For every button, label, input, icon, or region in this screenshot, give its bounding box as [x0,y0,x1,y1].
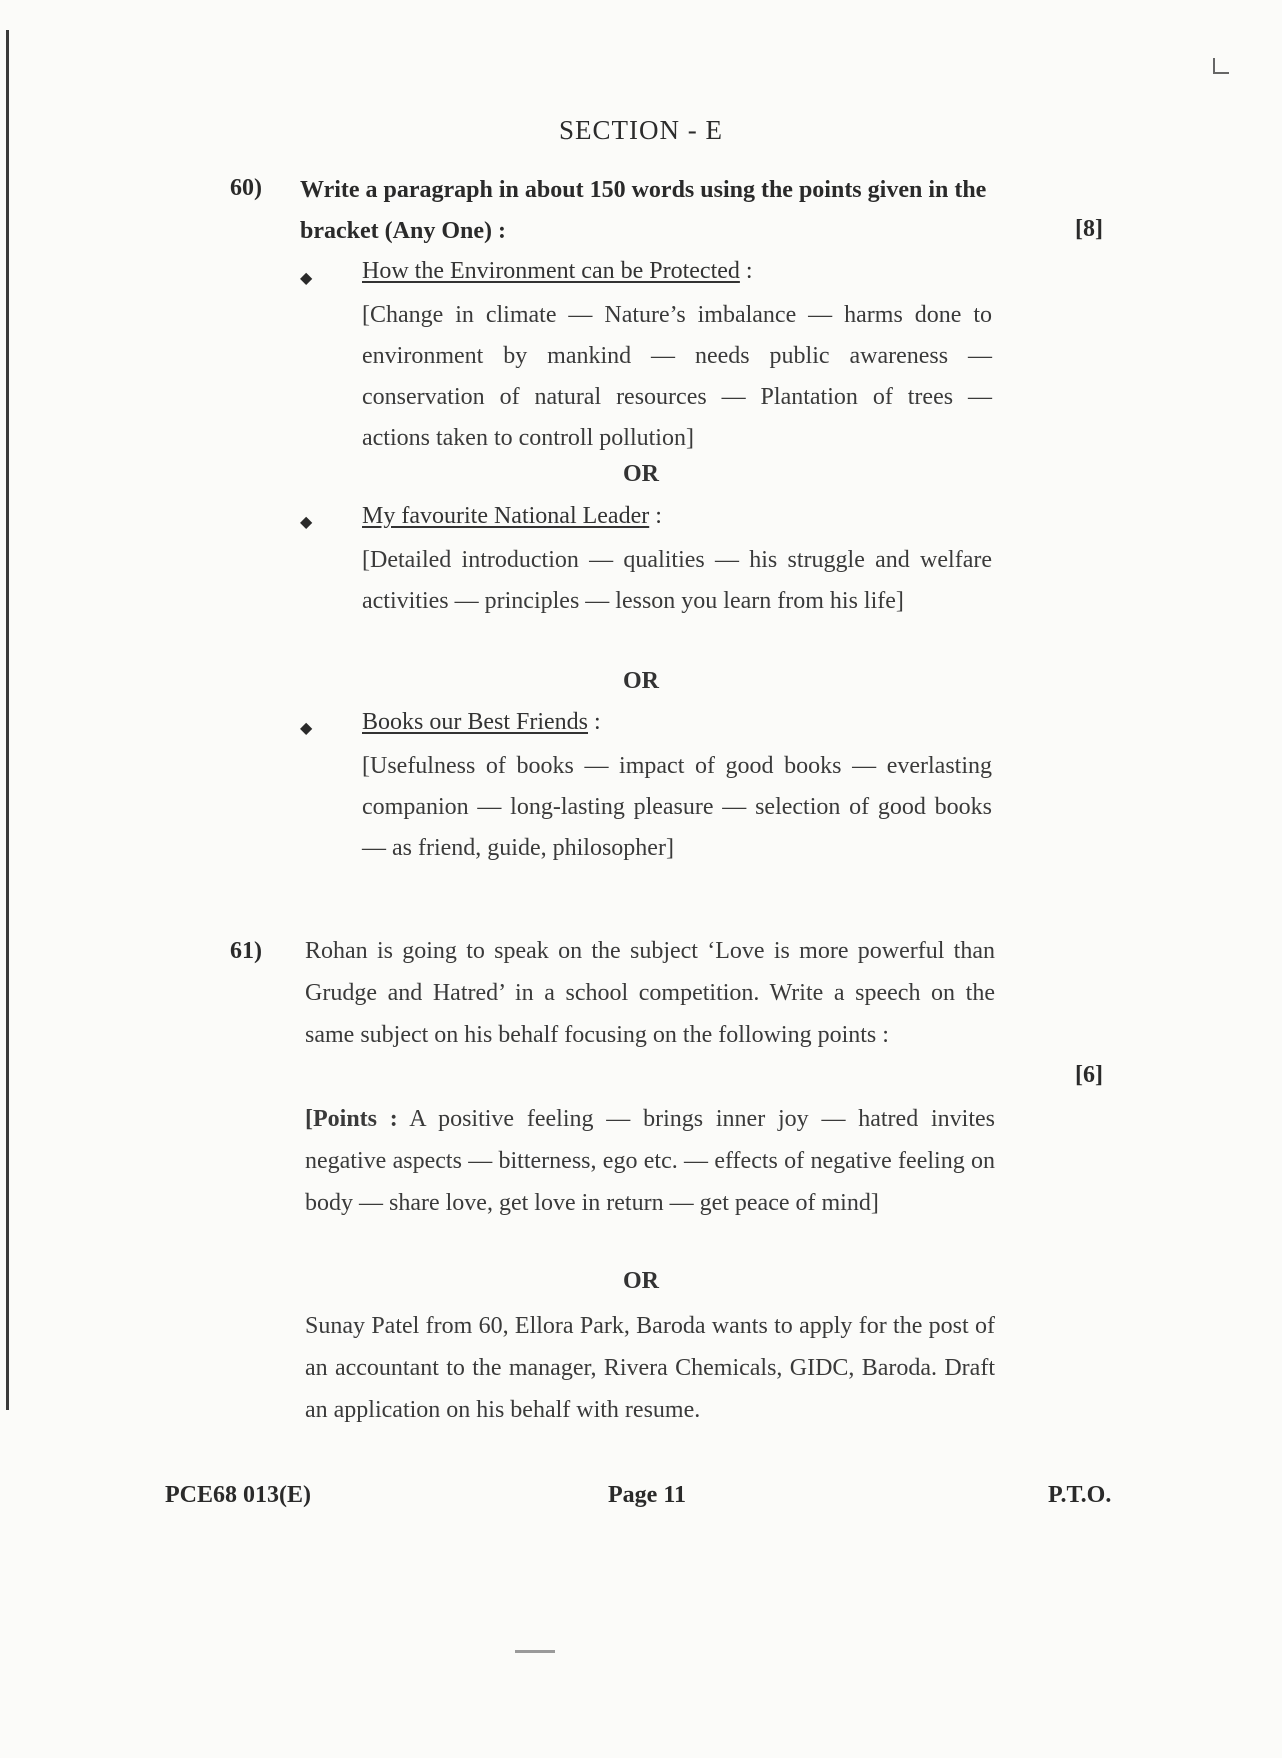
page-number: Page 11 [608,1482,686,1508]
option-3-topic: Books our Best Friends : [362,709,601,735]
option-2-points: [Detailed introduction — qualities — his struggle and welfare activities — principles — lesson you learn from his life] [362,547,992,614]
corner-mark [1213,58,1229,74]
question-61-marks: [6] [1075,1062,1103,1088]
question-60-marks: [8] [1075,216,1103,242]
option-2-topic: My favourite National Leader : [362,503,662,529]
question-60-number: 60) [230,175,262,201]
paper-code: PCE68 013(E) [165,1482,311,1508]
section-title: SECTION - E [559,115,723,145]
scan-edge-line [6,30,9,1410]
question-61-intro: Rohan is going to speak on the subject ‘Love is more powerful than Grudge and Hatred’ in a school competition. Write a speech on the same subject on his behalf focusing on the following points : [305,938,995,1048]
or-label: OR [623,1268,659,1294]
bullet-icon: ◆ [300,270,313,287]
question-61-points [305,1098,995,1224]
or-label: OR [623,461,659,487]
pto-label: P.T.O. [1048,1482,1112,1508]
question-61-alternative: Sunay Patel from 60, Ellora Park, Baroda wants to apply for the post of an accountant to the manager, Rivera Chemicals, GIDC, Baroda. Draft an application on his behalf with resume. [305,1313,995,1423]
or-label: OR [623,668,659,694]
question-60-heading: Write a paragraph in about 150 words using the points given in the bracket (Any One) : [300,177,987,244]
bullet-icon: ◆ [300,514,313,531]
question-61-number: 61) [230,938,262,964]
option-1-topic: How the Environment can be Protected : [362,258,753,284]
points-label: [Points : [305,1106,398,1132]
scan-smudge [515,1650,555,1653]
option-1-points: [Change in climate — Nature’s imbalance — harms done to environment by mankind — needs public awareness — conservation of natural resources — Plantation of trees — actions taken to controll pollution] [362,302,992,451]
option-3-points: [Usefulness of books — impact of good books — everlasting companion — long-lasting pleasure — selection of good books — as friend, guide, philosopher] [362,753,992,861]
points-text: A positive feeling — brings inner joy — hatred invites negative aspects — bitterness, ego etc. — effects of negative feeling on body — share love, get love in return — get peace of mind] [305,1106,995,1216]
bullet-icon: ◆ [300,720,313,737]
